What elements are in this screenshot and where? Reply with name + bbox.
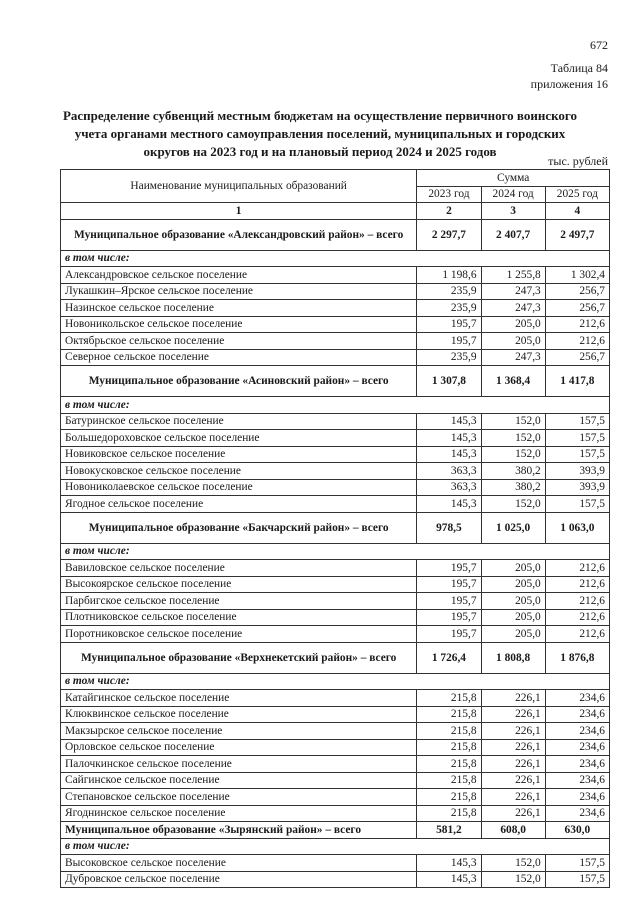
- municipality-name: Муниципальное образование «Верхнекетский район» – всего: [61, 642, 417, 673]
- amount-2024: 247,3: [481, 283, 545, 300]
- settlement-name: Назинское сельское поселение: [61, 300, 417, 317]
- units-label: тыс. рублей: [548, 154, 608, 168]
- subtotal-caption-row: [61, 673, 610, 690]
- document-title: Распределение субвенций местным бюджетам на осуществление первичного воинского учета органами местного самоуправления поселений, муниципальных и городских округов на 2023 год и на плановый период 2024 и 2025 годов: [62, 108, 578, 159]
- amount-2025: 234,6: [545, 690, 609, 707]
- amount-2025: 212,6: [545, 576, 609, 593]
- table-body: [61, 219, 610, 888]
- amount-2023: 215,8: [417, 756, 481, 773]
- amount-2024: 1 025,0: [481, 512, 545, 543]
- settlement-row: [61, 267, 610, 284]
- settlement-row: [61, 300, 610, 317]
- amount-2024: 152,0: [481, 430, 545, 447]
- amount-2025: 234,6: [545, 756, 609, 773]
- settlement-row: [61, 723, 610, 740]
- header-sum: Сумма: [417, 170, 610, 187]
- amount-2023: 215,8: [417, 706, 481, 723]
- amount-2023: 235,9: [417, 349, 481, 366]
- amount-2024: 226,1: [481, 756, 545, 773]
- settlement-name: Дубровское сельское поселение: [61, 871, 417, 888]
- amount-2024: 226,1: [481, 772, 545, 789]
- amount-2023: 215,8: [417, 739, 481, 756]
- settlement-name: Северное сельское поселение: [61, 349, 417, 366]
- including-label: в том числе:: [61, 673, 610, 690]
- settlement-name: Плотниковское сельское поселение: [61, 609, 417, 626]
- amount-2023: 978,5: [417, 512, 481, 543]
- amount-2025: 157,5: [545, 413, 609, 430]
- amount-2024: 608,0: [481, 822, 545, 839]
- amount-2023: 215,8: [417, 723, 481, 740]
- amount-2025: 256,7: [545, 300, 609, 317]
- column-index-1: 1: [61, 203, 417, 220]
- amount-2023: 215,8: [417, 772, 481, 789]
- settlement-row: [61, 805, 610, 822]
- settlement-name: Высокоярское сельское поселение: [61, 576, 417, 593]
- settlement-name: Сайгинское сельское поселение: [61, 772, 417, 789]
- settlement-row: [61, 446, 610, 463]
- amount-2023: 235,9: [417, 300, 481, 317]
- settlement-row: [61, 463, 610, 480]
- amount-2024: 226,1: [481, 789, 545, 806]
- amount-2024: 2 407,7: [481, 219, 545, 250]
- amount-2023: 235,9: [417, 283, 481, 300]
- table-number: Таблица 84: [550, 61, 608, 75]
- column-index-4: 4: [545, 203, 609, 220]
- amount-2025: 393,9: [545, 463, 609, 480]
- settlement-name: Макзырское сельское поселение: [61, 723, 417, 740]
- amount-2023: 363,3: [417, 463, 481, 480]
- settlement-name: Новониколаевское сельское поселение: [61, 479, 417, 496]
- amount-2024: 205,0: [481, 560, 545, 577]
- municipality-total-row: [61, 366, 610, 397]
- settlement-row: [61, 739, 610, 756]
- settlement-name: Ягодное сельское поселение: [61, 496, 417, 513]
- amount-2025: 1 302,4: [545, 267, 609, 284]
- amount-2024: 205,0: [481, 593, 545, 610]
- including-label: в том числе:: [61, 838, 610, 855]
- settlement-name: Палочкинское сельское поселение: [61, 756, 417, 773]
- settlement-row: [61, 626, 610, 643]
- municipality-total-row: [61, 642, 610, 673]
- amount-2024: 226,1: [481, 706, 545, 723]
- settlement-row: [61, 576, 610, 593]
- settlement-row: [61, 706, 610, 723]
- including-label: в том числе:: [61, 397, 610, 414]
- page-number: 672: [590, 38, 608, 52]
- subtotal-caption-row: [61, 397, 610, 414]
- amount-2025: 393,9: [545, 479, 609, 496]
- amount-2024: 226,1: [481, 805, 545, 822]
- settlement-row: [61, 496, 610, 513]
- amount-2023: 363,3: [417, 479, 481, 496]
- amount-2023: 195,7: [417, 333, 481, 350]
- settlement-row: [61, 413, 610, 430]
- amount-2023: 1 726,4: [417, 642, 481, 673]
- column-index-3: 3: [481, 203, 545, 220]
- amount-2024: 1 808,8: [481, 642, 545, 673]
- appendix-number: приложения 16: [530, 77, 608, 91]
- settlement-row: [61, 349, 610, 366]
- amount-2024: 226,1: [481, 690, 545, 707]
- settlement-name: Высоковское сельское поселение: [61, 855, 417, 872]
- settlement-row: [61, 283, 610, 300]
- settlement-name: Новоникольское сельское поселение: [61, 316, 417, 333]
- amount-2023: 215,8: [417, 805, 481, 822]
- amount-2025: 212,6: [545, 333, 609, 350]
- amount-2025: 212,6: [545, 626, 609, 643]
- settlement-row: [61, 333, 610, 350]
- amount-2023: 581,2: [417, 822, 481, 839]
- amount-2025: 256,7: [545, 349, 609, 366]
- amount-2025: 1 063,0: [545, 512, 609, 543]
- amount-2023: 145,3: [417, 430, 481, 447]
- subvention-table: [60, 169, 610, 888]
- settlement-name: Вавиловское сельское поселение: [61, 560, 417, 577]
- settlement-row: [61, 316, 610, 333]
- settlement-name: Парбигское сельское поселение: [61, 593, 417, 610]
- amount-2024: 226,1: [481, 739, 545, 756]
- municipality-total-row: [61, 822, 610, 839]
- amount-2025: 157,5: [545, 871, 609, 888]
- amount-2024: 247,3: [481, 349, 545, 366]
- settlement-row: [61, 430, 610, 447]
- amount-2025: 234,6: [545, 772, 609, 789]
- amount-2025: 212,6: [545, 609, 609, 626]
- amount-2023: 195,7: [417, 560, 481, 577]
- subtotal-caption-row: [61, 543, 610, 560]
- settlement-row: [61, 690, 610, 707]
- settlement-name: Октябрьское сельское поселение: [61, 333, 417, 350]
- settlement-name: Новиковское сельское поселение: [61, 446, 417, 463]
- amount-2025: 234,6: [545, 723, 609, 740]
- header-year-2024: 2024 год: [481, 186, 545, 203]
- amount-2024: 152,0: [481, 855, 545, 872]
- including-label: в том числе:: [61, 250, 610, 267]
- amount-2023: 215,8: [417, 690, 481, 707]
- amount-2025: 256,7: [545, 283, 609, 300]
- amount-2024: 1 368,4: [481, 366, 545, 397]
- amount-2024: 247,3: [481, 300, 545, 317]
- settlement-name: Большедороховское сельское поселение: [61, 430, 417, 447]
- amount-2024: 152,0: [481, 871, 545, 888]
- amount-2024: 205,0: [481, 316, 545, 333]
- amount-2024: 205,0: [481, 576, 545, 593]
- amount-2024: 152,0: [481, 446, 545, 463]
- settlement-row: [61, 560, 610, 577]
- municipality-total-row: [61, 219, 610, 250]
- amount-2025: 2 497,7: [545, 219, 609, 250]
- amount-2023: 195,7: [417, 593, 481, 610]
- municipality-total-row: [61, 512, 610, 543]
- settlement-name: Александровское сельское поселение: [61, 267, 417, 284]
- amount-2024: 380,2: [481, 479, 545, 496]
- amount-2024: 380,2: [481, 463, 545, 480]
- municipality-name: Муниципальное образование «Бакчарский район» – всего: [61, 512, 417, 543]
- amount-2025: 234,6: [545, 706, 609, 723]
- amount-2023: 195,7: [417, 609, 481, 626]
- settlement-row: [61, 609, 610, 626]
- amount-2025: 630,0: [545, 822, 609, 839]
- settlement-name: Лукашкин–Ярское сельское поселение: [61, 283, 417, 300]
- settlement-row: [61, 756, 610, 773]
- settlement-row: [61, 479, 610, 496]
- amount-2025: 157,5: [545, 446, 609, 463]
- municipality-name: Муниципальное образование «Асиновский район» – всего: [61, 366, 417, 397]
- amount-2023: 145,3: [417, 855, 481, 872]
- amount-2025: 234,6: [545, 805, 609, 822]
- amount-2023: 1 198,6: [417, 267, 481, 284]
- amount-2023: 1 307,8: [417, 366, 481, 397]
- settlement-name: Катайгинское сельское поселение: [61, 690, 417, 707]
- amount-2025: 1 876,8: [545, 642, 609, 673]
- settlement-row: [61, 789, 610, 806]
- settlement-name: Новокусковское сельское поселение: [61, 463, 417, 480]
- municipality-name: Муниципальное образование «Зырянский район» – всего: [61, 822, 417, 839]
- settlement-row: [61, 593, 610, 610]
- amount-2023: 2 297,7: [417, 219, 481, 250]
- settlement-name: Ягоднинское сельское поселение: [61, 805, 417, 822]
- amount-2025: 212,6: [545, 560, 609, 577]
- municipality-name: Муниципальное образование «Александровский район» – всего: [61, 219, 417, 250]
- including-label: в том числе:: [61, 543, 610, 560]
- amount-2023: 195,7: [417, 316, 481, 333]
- subtotal-caption-row: [61, 250, 610, 267]
- amount-2024: 205,0: [481, 609, 545, 626]
- subtotal-caption-row: [61, 838, 610, 855]
- table-reference: [531, 60, 608, 92]
- settlement-name: Орловское сельское поселение: [61, 739, 417, 756]
- amount-2024: 205,0: [481, 333, 545, 350]
- amount-2025: 157,5: [545, 430, 609, 447]
- amount-2023: 145,3: [417, 446, 481, 463]
- amount-2024: 1 255,8: [481, 267, 545, 284]
- header-name-column: Наименование муниципальных образований: [61, 170, 417, 203]
- amount-2025: 157,5: [545, 496, 609, 513]
- amount-2023: 145,3: [417, 413, 481, 430]
- settlement-row: [61, 855, 610, 872]
- amount-2023: 195,7: [417, 626, 481, 643]
- amount-2025: 212,6: [545, 316, 609, 333]
- amount-2025: 212,6: [545, 593, 609, 610]
- amount-2023: 145,3: [417, 871, 481, 888]
- amount-2024: 152,0: [481, 496, 545, 513]
- amount-2024: 226,1: [481, 723, 545, 740]
- settlement-row: [61, 772, 610, 789]
- amount-2023: 145,3: [417, 496, 481, 513]
- header-year-2023: 2023 год: [417, 186, 481, 203]
- settlement-name: Клюквинское сельское поселение: [61, 706, 417, 723]
- settlement-row: [61, 871, 610, 888]
- amount-2025: 1 417,8: [545, 366, 609, 397]
- amount-2023: 215,8: [417, 789, 481, 806]
- amount-2025: 157,5: [545, 855, 609, 872]
- settlement-name: Поротниковское сельское поселение: [61, 626, 417, 643]
- amount-2025: 234,6: [545, 789, 609, 806]
- header-year-2025: 2025 год: [545, 186, 609, 203]
- settlement-name: Степановское сельское поселение: [61, 789, 417, 806]
- amount-2023: 195,7: [417, 576, 481, 593]
- settlement-name: Батуринское сельское поселение: [61, 413, 417, 430]
- amount-2024: 152,0: [481, 413, 545, 430]
- amount-2024: 205,0: [481, 626, 545, 643]
- amount-2025: 234,6: [545, 739, 609, 756]
- column-index-2: 2: [417, 203, 481, 220]
